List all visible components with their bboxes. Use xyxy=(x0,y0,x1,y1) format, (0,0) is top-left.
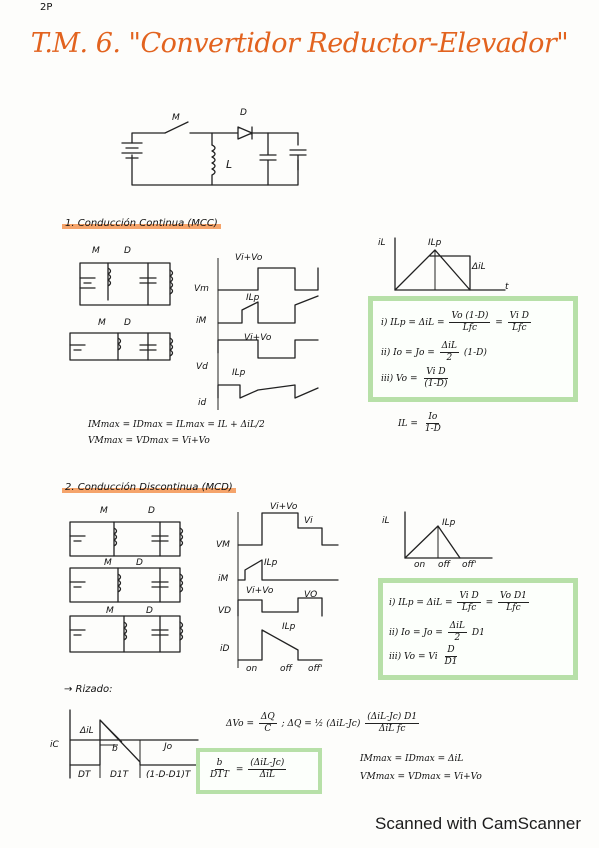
rizado-dv-eq: ΔVo = $\frac{\Delta Q}{C}$ ; ΔQ = ½ (ΔiL-Jc) $\frac{\text{(ΔiL-Jc) D1}}{\text{ΔiL fc}}$ xyxy=(226,712,418,734)
s1-circuit2-d: D xyxy=(124,318,131,328)
s1-eq-imax: IMmax = IDmax = ILmax = IL + ΔiL/2 xyxy=(88,420,265,430)
s1-vivo-mid: Vi+Vo xyxy=(244,333,272,343)
rizado-imax: IMmax = IDmax = ΔiL xyxy=(360,754,464,764)
s2-vivo2: Vi+Vo xyxy=(246,586,274,596)
s2-vd-label: VD xyxy=(218,606,232,616)
s1-ilp-a: ILp xyxy=(246,293,260,303)
s2-c3-m: M xyxy=(106,606,114,616)
s1-vm-label: Vm xyxy=(194,284,209,294)
rizado-heading: → Rizado: xyxy=(64,684,113,695)
s1-circuit-m: M xyxy=(92,246,100,256)
s2-off2: off' xyxy=(308,664,323,674)
s1-circuit-d: D xyxy=(124,246,131,256)
s1-circuit2-m: M xyxy=(98,318,106,328)
s2-vivo: Vi+Vo xyxy=(270,502,298,512)
s1-eq-vmax: VMmax = VDmax = Vi+Vo xyxy=(88,436,210,446)
rizado-vmax: VMmax = VDmax = Vi+Vo xyxy=(360,772,482,782)
s1-box-eq1: i) ILp = ΔiL = $\frac{Vo (1-D)}{\text{Lfc}}$ = $\frac{\text{Vi D}}{\text{Lfc}}$ xyxy=(381,311,529,333)
riz-t2: D1T xyxy=(110,770,129,780)
rizado-b-box xyxy=(196,748,322,794)
s2-im-label: iM xyxy=(218,574,229,584)
s2-ilp-a: ILp xyxy=(264,558,278,568)
page-number: 2P xyxy=(40,2,53,13)
s2-il-off2: off' xyxy=(462,560,477,570)
s1-il-ylabel: iL xyxy=(378,238,386,248)
s2-vm-label: VM xyxy=(216,540,230,550)
page-title: T.M. 6. "Convertidor Reductor-Elevador" xyxy=(30,28,569,59)
s1-vivo-top: Vi+Vo xyxy=(235,253,263,263)
s2-il-off: off xyxy=(438,560,451,570)
s2-vo: VO xyxy=(304,590,318,600)
s1-id-label: id xyxy=(198,398,207,408)
s1-il-t: t xyxy=(505,282,509,292)
s2-id-label: iD xyxy=(220,644,230,654)
s2-box-eq3: iii) Vo = Vi $\frac{D}{D1}$ xyxy=(389,645,458,667)
switch-label: M xyxy=(172,113,180,123)
s2-c2-d: D xyxy=(136,558,143,568)
s2-il-on: on xyxy=(414,560,426,570)
s1-il-peak: ILp xyxy=(428,238,442,248)
s1-box-eq3: iii) Vo = $\frac{\text{Vi D}}{(1-D)}$ xyxy=(381,367,448,389)
s2-c1-m: M xyxy=(100,506,108,516)
s2-ilp-b: ILp xyxy=(282,622,296,632)
s2-box-eq1: i) ILp = ΔiL = $\frac{\text{Vi D}}{\text{Lfc}}$ = $\frac{\text{Vo D1}}{\text{Lfc}}$ xyxy=(389,591,527,613)
s2-c1-d: D xyxy=(148,506,155,516)
s2-il-ylabel: iL xyxy=(382,516,390,526)
rizado-b-eq: $\frac{b}{D1T}$ = $\frac{\text{(ΔiL-Jc)}}{\text{ΔiL}}$ xyxy=(210,758,285,780)
s1-box-eq2: ii) Io = Jo = $\frac{\text{ΔiL}}{2}$ (1-D) xyxy=(381,341,487,363)
riz-jo: Jo xyxy=(164,742,173,752)
s2-il-peak: ILp xyxy=(442,518,456,528)
riz-dil: ΔiL xyxy=(80,726,94,736)
s2-vi: Vi xyxy=(304,516,313,526)
riz-ic: iC xyxy=(50,740,59,750)
s2-c2-m: M xyxy=(104,558,112,568)
camscanner-footer: Scanned with CamScanner xyxy=(374,814,581,833)
inductor-label: L xyxy=(226,158,233,171)
s1-il-eq: IL = $\frac{Io}{1-D}$ xyxy=(398,412,441,434)
s1-il-delta: ΔiL xyxy=(472,262,486,272)
s2-on: on xyxy=(246,664,258,674)
s2-box-eq2: ii) Io = Jo = $\frac{\text{ΔiL}}{2}$ D1 xyxy=(389,621,485,643)
s2-off: off xyxy=(280,664,293,674)
riz-t1: DT xyxy=(78,770,91,780)
s1-im-label: iM xyxy=(196,316,207,326)
section2-heading: 2. Conducción Discontinua (MCD) xyxy=(62,482,236,493)
riz-b: b xyxy=(112,744,118,754)
s1-vd-label: Vd xyxy=(196,362,208,372)
s2-c3-d: D xyxy=(146,606,153,616)
diode-label: D xyxy=(240,108,247,118)
section1-heading: 1. Conducción Continua (MCC) xyxy=(62,218,221,229)
riz-t3: (1-D-D1)T xyxy=(146,770,191,780)
s1-ilp-b: ILp xyxy=(232,368,246,378)
